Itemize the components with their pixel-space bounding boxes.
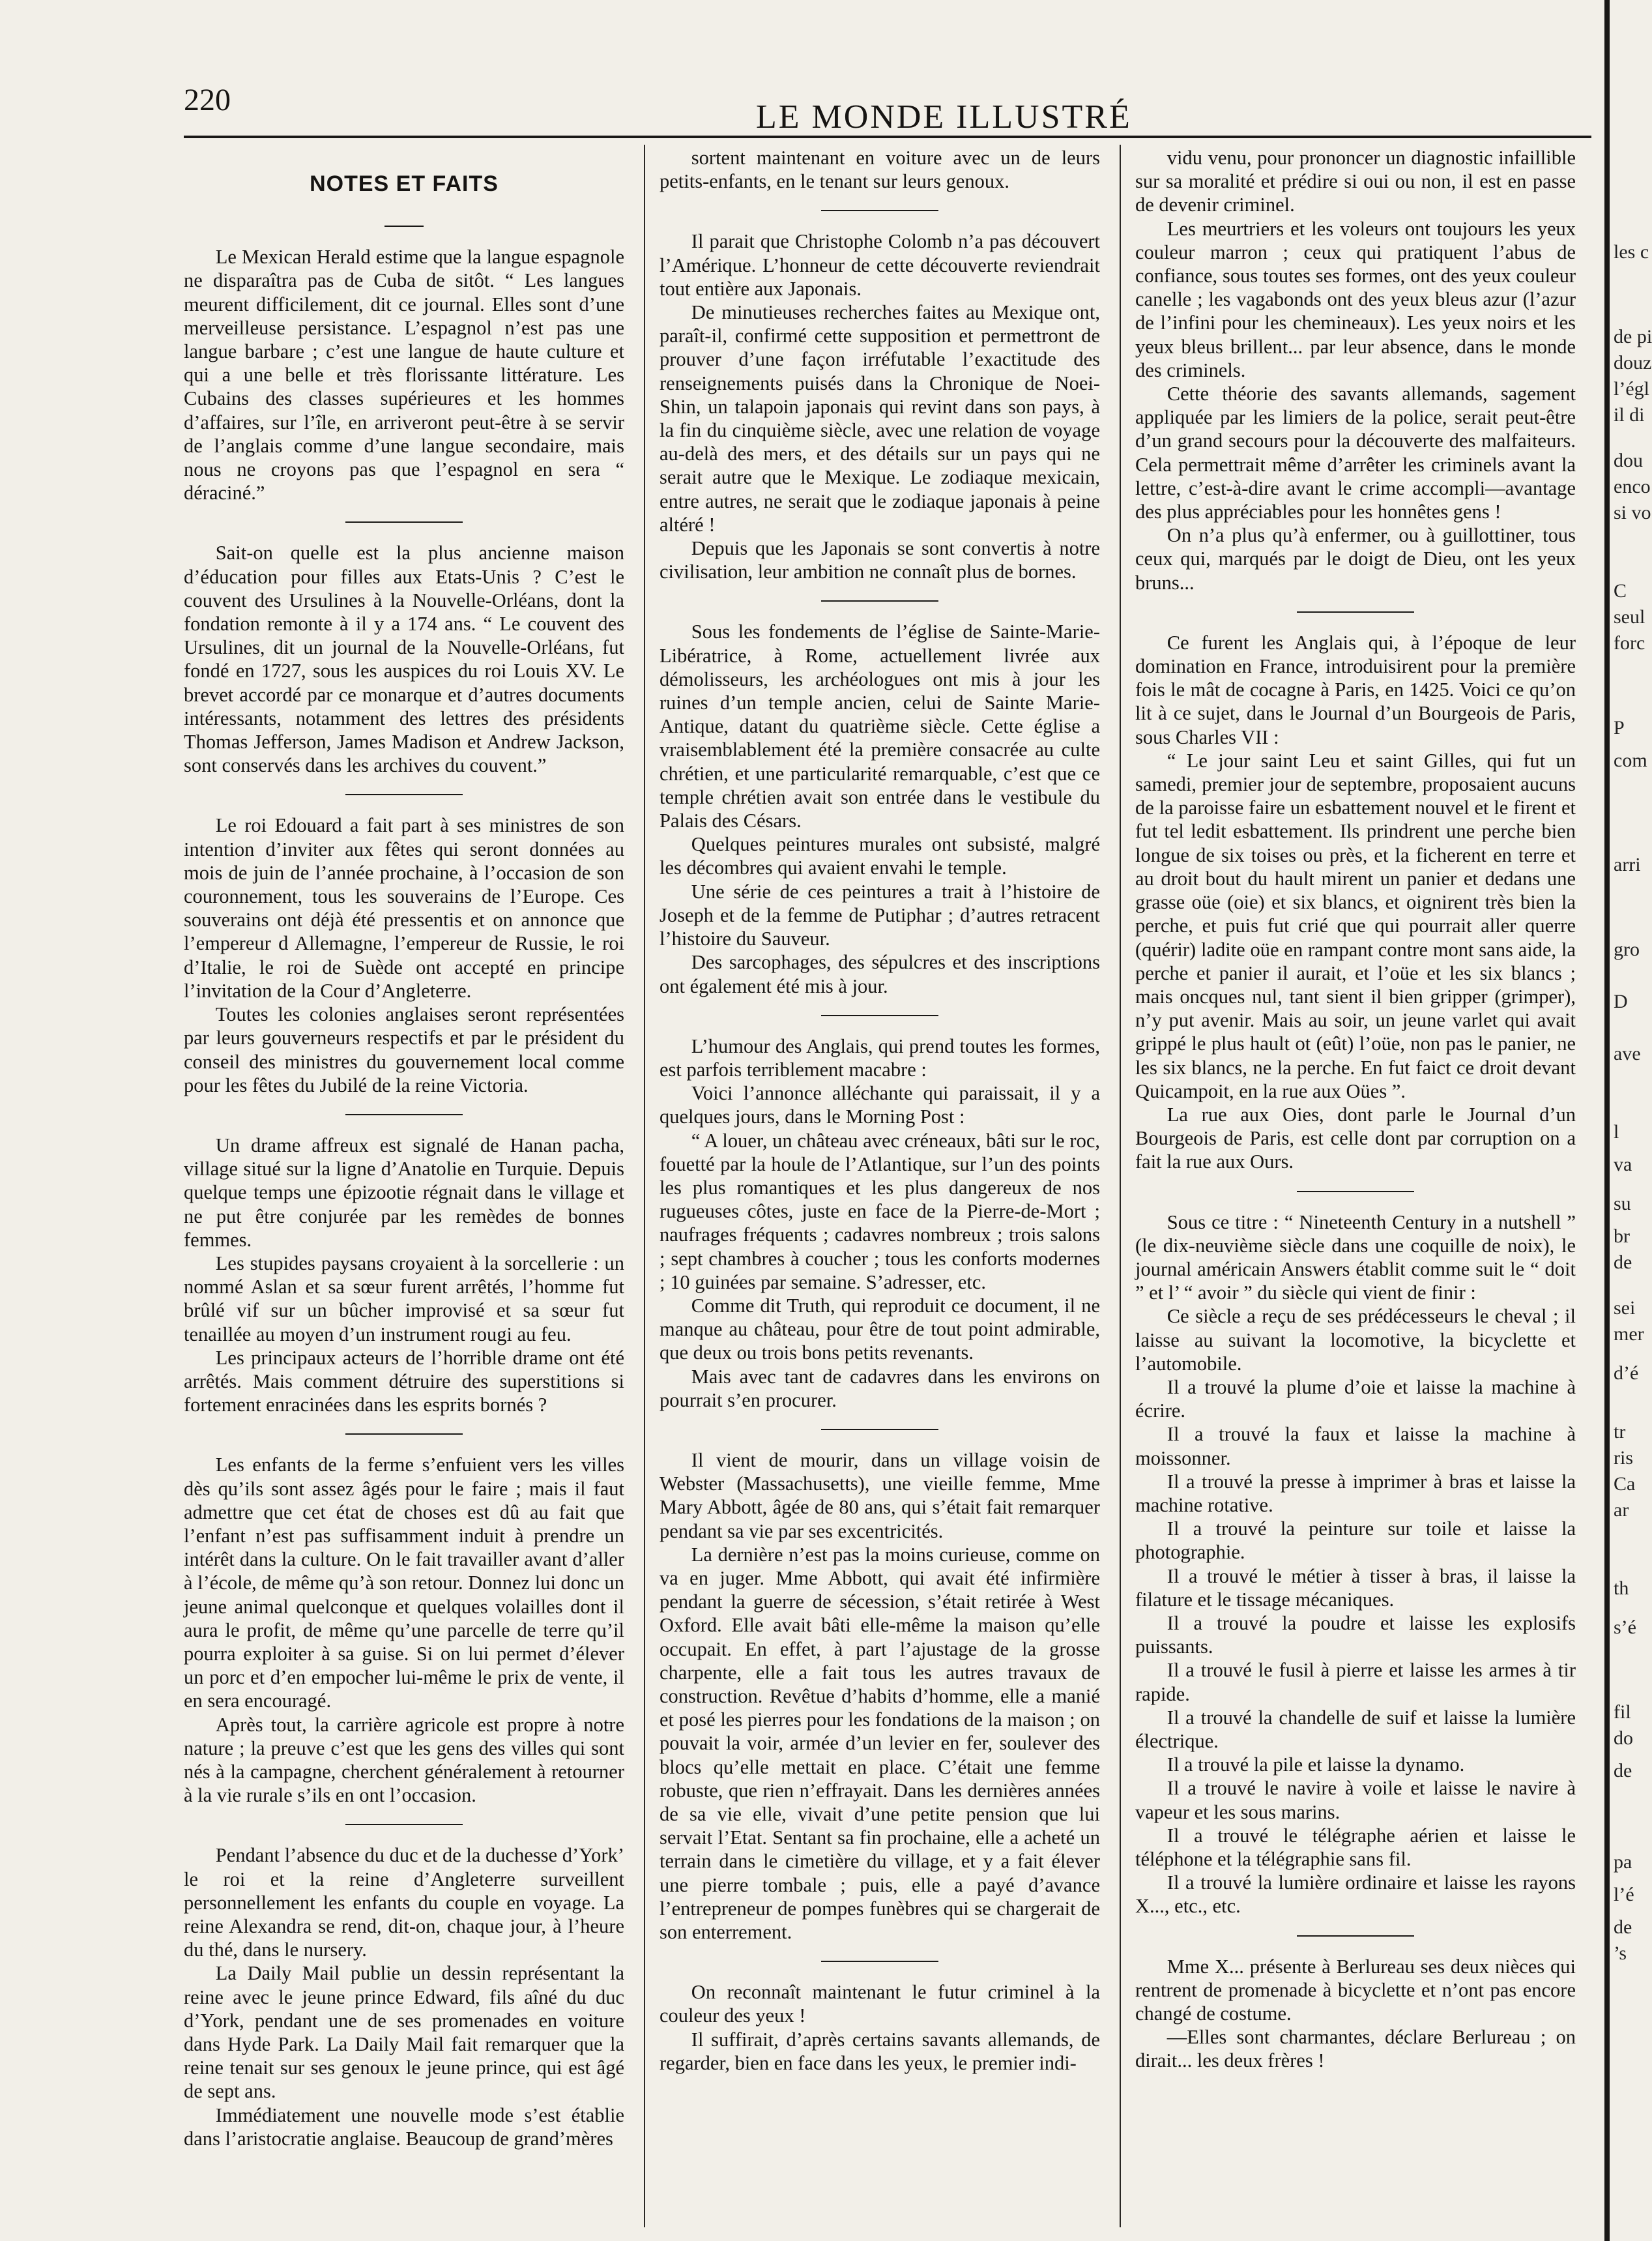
- article-paragraph: Des sarcophages, des sépulcres et des inscriptions ont également été mis à jour.: [659, 951, 1100, 997]
- section-heading: NOTES ET FAITS: [310, 171, 499, 196]
- binding-gutter: [1604, 0, 1610, 2241]
- article-paragraph: Cette théorie des savants allemands, sagement appliquée par les limiers de la police, serait peut-être d’un grand secours pour la découverte des malfaiteurs. Cela permettrait même d’arrêter les criminels avant la lettre, c’est-à-dire avant le crime accompli—avantage des plus appréciables pour les honnêtes gens !: [1135, 383, 1576, 523]
- bleed-text-fragment: enco: [1614, 476, 1651, 497]
- article-paragraph: La rue aux Oies, dont parle le Journal d’un Bourgeois de Paris, est celle dont par corruption on a fait la rue aux Ours.: [1135, 1103, 1576, 1173]
- column-1: [184, 146, 624, 2225]
- bleed-text-fragment: l’égl: [1614, 378, 1649, 400]
- bleed-text-fragment: si vo: [1614, 502, 1651, 523]
- bleed-text-fragment: il di: [1614, 404, 1645, 426]
- bleed-text-fragment: fil: [1614, 1701, 1631, 1723]
- article-paragraph: —Elles sont charmantes, déclare Berlureau ; on dirait... les deux frères !: [1135, 2026, 1576, 2072]
- article-paragraph: Mais avec tant de cadavres dans les environs on pourrait s’en procurer.: [659, 1365, 1100, 1411]
- article-paragraph: Depuis que les Japonais se sont convertis à notre civilisation, leur ambition ne connaît plus de bornes.: [659, 537, 1100, 583]
- bleed-text-fragment: ’s: [1614, 1942, 1627, 1964]
- item-separator: [345, 1114, 463, 1115]
- article-paragraph: Ce furent les Anglais qui, à l’époque de leur domination en France, introduisirent pour la première fois le mât de cocagne à Paris, en 1425. Voici ce qu’on lit à ce sujet, dans le Journal d’un Bourgeois de Paris, sous Charles VII :: [1135, 631, 1576, 748]
- bleed-text-fragment: D: [1614, 991, 1628, 1012]
- column-3: [1135, 146, 1576, 2225]
- column-divider: [1120, 145, 1121, 2227]
- article-paragraph: Il a trouvé la plume d’oie et laisse la machine à écrire.: [1135, 1375, 1576, 1422]
- item-separator: [821, 210, 938, 211]
- article-paragraph: La dernière n’est pas la moins curieuse, comme on va en juger. Mme Abbott, qui avait été infirmière pendant la guerre de sécession, s’était retirée à West Oxford. Elle avait bâti elle-même la maison qu’elle occupait. En effet, à part l’ajustage de la grosse charpente, elle a fait tous les autres travaux de construction. Revêtue d’habits d’homme, elle a manié et posé les pierres pour les fondations de la maison ; on pouvait la voir, armée d’un levier en fer, soulever des blocs qu’elle mettait en place. C’était une femme robuste, que rien n’effrayait. Dans les dernières années de sa vie elle, vivait d’une petite pension que lui servait l’Etat. Sentant sa fin prochaine, elle a acheté un terrain dans le cimetière du village, et y a fait élever une pierre tombale ; puis, elle a payé d’avance l’entrepreneur de pompes funèbres qui se chargerait de son enterrement.: [659, 1543, 1100, 1944]
- bleed-text-fragment: de: [1614, 1252, 1632, 1273]
- article-paragraph: L’humour des Anglais, qui prend toutes les formes, est parfois terriblement macabre :: [659, 1034, 1100, 1081]
- column-divider: [644, 145, 645, 2227]
- bleed-text-fragment: seul: [1614, 606, 1645, 628]
- item-separator: [345, 794, 463, 795]
- article-paragraph: Une série de ces peintures a trait à l’histoire de Joseph et de la femme de Putiphar ; d’autres retracent l’histoire du Sauveur.: [659, 880, 1100, 950]
- article-paragraph: Il suffirait, d’après certains savants allemands, de regarder, bien en face dans les yeux, le premier indi-: [659, 2028, 1100, 2074]
- bleed-text-fragment: s’é: [1614, 1617, 1636, 1638]
- item-separator: [345, 1824, 463, 1825]
- article-paragraph: Il a trouvé la lumière ordinaire et laisse les rayons X..., etc., etc.: [1135, 1871, 1576, 1918]
- header-rule: [184, 136, 1591, 138]
- article-paragraph: Immédiatement une nouvelle mode s’est établie dans l’aristocratie anglaise. Beaucoup de grand’mères: [184, 2103, 624, 2150]
- bleed-text-fragment: l’é: [1614, 1884, 1634, 1905]
- article-paragraph: Pendant l’absence du duc et de la duchesse d’York’ le roi et la reine d’Angleterre surveillent personnellement les enfants du couple en voyage. La reine Alexandra se rend, dit-on, chaque jour, à l’heure du thé, dans le nursery.: [184, 1844, 624, 1961]
- article-paragraph: Il a trouvé la peinture sur toile et laisse la photographie.: [1135, 1517, 1576, 1564]
- item-separator: [345, 1433, 463, 1435]
- bleed-text-fragment: l: [1614, 1121, 1619, 1143]
- article-paragraph: Toutes les colonies anglaises seront représentées par leurs gouverneurs respectifs et par le président du conseil des ministres du gouvernement local comme pour les fêtes du Jubilé de la reine Victoria.: [184, 1003, 624, 1096]
- bleed-text-fragment: de: [1614, 1760, 1632, 1781]
- article-paragraph: Il a trouvé la pile et laisse la dynamo.: [1167, 1753, 1465, 1776]
- article-paragraph: Il a trouvé la chandelle de suif et laisse la lumière électrique.: [1135, 1706, 1576, 1752]
- article-paragraph: On reconnaît maintenant le futur criminel à la couleur des yeux !: [659, 1981, 1100, 2027]
- bleed-text-fragment: gro: [1614, 939, 1640, 960]
- article-paragraph: “ Le jour saint Leu et saint Gilles, qui fut un samedi, premier jour de septembre, proposaient aucuns de la paroisse faire un esbattement nouvel et le firent et fut tel ledit esbattement. Ils prindrent une perche bien longue de six toises ou près, et la ficherent en terre et au droit bout du hault mirent un panier et dedans une grasse oüe (oie) et six blancs, et oignirent très bien la perche, et puis fut crié que qui pourrait aller querre (quérir) ladite oüe en rampant contre mont sans aide, la perche et panier il aurait, et l’oüe et les six blancs ; mais oncques nul, tant sient il bien gripper (grimper), n’y put avenir. Mais au soir, un jeune varlet qui avait grippé le plus hault ot (eût) l’oüe, non pas le panier, ne les six blancs, ne la perche. En fut faict ce droit devant Quicampoit, en la rue aux Oües ”.: [1135, 749, 1576, 1102]
- article-paragraph: Sous les fondements de l’église de Sainte-Marie-Libératrice, à Rome, actuellement livrée aux démolisseurs, les archéologues ont mis à jour les ruines d’un temple ancien, celui de Sainte Marie-Antique, datant du quatrième siècle. Cette église a vraisemblablement été la première consacrée au culte chrétien, et une particularité remarquable, c’est que ce temple chrétien avait son entrée dans le vestibule du Palais des Césars.: [659, 621, 1100, 832]
- article-paragraph: Il a trouvé le fusil à pierre et laisse les armes à tir rapide.: [1135, 1659, 1576, 1705]
- article-paragraph: Il vient de mourir, dans un village voisin de Webster (Massachusetts), une vieille femme, Mme Mary Abbott, âgée de 80 ans, qui s’était fait remarquer pendant sa vie par ses excentricités.: [659, 1448, 1100, 1542]
- bleed-text-fragment: pa: [1614, 1851, 1632, 1873]
- bleed-text-fragment: do: [1614, 1727, 1633, 1749]
- bleed-text-fragment: ar: [1614, 1499, 1629, 1521]
- article-paragraph: vidu venu, pour prononcer un diagnostic infaillible sur sa moralité et prédire si oui ou non, il est en passe de devenir criminel.: [1135, 147, 1576, 216]
- bleed-text-fragment: P: [1614, 717, 1625, 739]
- article-paragraph: sortent maintenant en voiture avec un de leurs petits-enfants, en le tenant sur leurs genoux.: [659, 147, 1100, 193]
- bleed-text-fragment: d’é: [1614, 1362, 1639, 1384]
- bleed-text-fragment: de: [1614, 1916, 1632, 1938]
- bleed-text-fragment: arri: [1614, 854, 1641, 875]
- article-paragraph: “ A louer, un château avec créneaux, bâti sur le roc, fouetté par la houle de l’Atlantique, sur l’un des points les plus romantiques et les plus dangereux de nos rugueuses côtes, juste en face de la Pierre-de-Mort ; naufrages fréquents ; cadavres nombreux ; trois salons ; sept chambres à coucher ; tous les conforts modernes ; 10 guinées par semaine. S’adresser, etc.: [659, 1129, 1100, 1293]
- heading-rule: [384, 226, 424, 227]
- bleed-text-fragment: va: [1614, 1154, 1632, 1175]
- article-paragraph: On n’a plus qu’à enfermer, ou à guillottiner, tous ceux qui, marqués par le doigt de Dieu, ont les yeux bruns...: [1135, 524, 1576, 594]
- article-paragraph: La Daily Mail publie un dessin représentant la reine avec le jeune prince Edward, fils aîné du duc d’York, pendant une de ses promenades en voiture dans Hyde Park. La Daily Mail fait remarquer que la reine tenait sur ses genoux le jeune prince, qui est âgé de sept ans.: [184, 1962, 624, 2103]
- bleed-text-fragment: C: [1614, 580, 1627, 602]
- article-paragraph: Il a trouvé la presse à imprimer à bras et laisse la machine rotative.: [1135, 1470, 1576, 1516]
- bleed-text-fragment: br: [1614, 1225, 1630, 1247]
- article-paragraph: Le roi Edouard a fait part à ses ministres de son intention d’inviter aux fêtes qui seront données au mois de juin de l’année prochaine, à l’occasion de son couronnement, tous les souverains de l’Europe. Ces souverains ont déjà été pressentis et on annonce que l’empereur d Allemagne, l’empereur de Russie, le roi d’Italie, le roi de Suède ont accepté en principe l’invitation de la Cour d’Angleterre.: [184, 814, 624, 1002]
- article-paragraph: De minutieuses recherches faites au Mexique ont, paraît-il, confirmé cette supposition et permettront de prouver d’une façon irréfutable l’exactitude des renseignements puisés dans la Chronique de Noei-Shin, un talapoin japonais qui revint dans son pays, à la fin du cinquième siècle, avec une relation de voyage au-delà des mers, et des détails sur un pays qui ne serait autre que le Mexique. Le zodiaque mexicain, entre autres, ne serait que le zodiaque japonais à peine altéré !: [659, 301, 1100, 536]
- bleed-text-fragment: Ca: [1614, 1473, 1636, 1495]
- item-separator: [1297, 1191, 1414, 1192]
- bleed-text-fragment: ris: [1614, 1447, 1633, 1469]
- item-separator: [821, 1429, 938, 1430]
- article-paragraph: Après tout, la carrière agricole est propre à notre nature ; la preuve c’est que les gens des villes qui sont nés à la campagne, cherchent généralement à retourner à la vie rurale s’ils en ont l’occasion.: [184, 1713, 624, 1807]
- bleed-text-fragment: les c: [1614, 241, 1649, 263]
- bleed-text-fragment: th: [1614, 1577, 1629, 1599]
- bleed-text-fragment: com: [1614, 750, 1647, 771]
- bleed-text-fragment: tr: [1614, 1421, 1626, 1443]
- article-paragraph: Sous ce titre : “ Nineteenth Century in a nutshell ” (le dix-neuvième siècle dans une coquille de noix), le journal américain Answers établit comme suit le “ doit ” et l’ “ avoir ” du siècle qui vient de finir :: [1135, 1210, 1576, 1304]
- bleed-text-fragment: forc: [1614, 632, 1645, 654]
- article-paragraph: Il a trouvé le métier à tisser à bras, il laisse la filature et le tissage mécaniques.: [1135, 1564, 1576, 1611]
- article-paragraph: Ce siècle a reçu de ses prédécesseurs le cheval ; il laisse au suivant la locomotive, la bicyclette et l’automobile.: [1135, 1305, 1576, 1375]
- item-separator: [1297, 1935, 1414, 1937]
- item-separator: [1297, 611, 1414, 613]
- article-paragraph: Il a trouvé le navire à voile et laisse le navire à vapeur et les sous marins.: [1135, 1777, 1576, 1823]
- article-paragraph: Mme X... présente à Berlureau ses deux nièces qui rentrent de promenade à bicyclette et n’ont pas encore changé de costume.: [1135, 1955, 1576, 2025]
- article-paragraph: Il a trouvé la poudre et laisse les explosifs puissants.: [1135, 1611, 1576, 1658]
- article-paragraph: Les enfants de la ferme s’enfuient vers les villes dès qu’ils sont assez âgés pour le faire ; mais il faut admettre que cet état de choses est dû au fait que l’enfant n’est pas suffisamment induit à prendre un intérêt dans la culture. On le fait travailler avant d’aller à l’école, de même qu’à son retour. Donnez lui donc un jeune animal quelconque et quelques volailles dont il aura le profit, de même qu’une parcelle de terre qu’il pourra exploiter à sa guise. Si on lui permet d’élever un porc et d’en empocher lui-même le prix de vente, il en sera encouragé.: [184, 1454, 624, 1712]
- bleed-text-fragment: su: [1614, 1193, 1631, 1214]
- article-paragraph: Il a trouvé la faux et laisse la machine à moissonner.: [1135, 1423, 1576, 1469]
- article-paragraph: Le Mexican Herald estime que la langue espagnole ne disparaîtra pas de Cuba de sitôt. “ Les langues meurent difficilement, dit ce journal. Elles sont d’une merveilleuse persistance. L’espagnol n’est pas une langue barbare ; c’est une langue de haute culture et qui a une belle et très florissante littérature. Les Cubains des classes supérieures et les hommes d’affaires, sur l’île, en arriveront peut-être à se servir de l’anglais comme d’une langue secondaire, mais nous ne croyons pas que l’espagnol en sera “ déraciné.”: [184, 246, 624, 505]
- item-separator: [345, 521, 463, 523]
- bleed-text-fragment: sei: [1614, 1297, 1636, 1319]
- article-paragraph: Il a trouvé le télégraphe aérien et laisse le téléphone et la télégraphie sans fil.: [1135, 1824, 1576, 1871]
- page-number: 220: [184, 83, 231, 117]
- publication-title: LE MONDE ILLUSTRÉ: [756, 98, 1132, 136]
- bleed-text-fragment: de pi: [1614, 326, 1652, 347]
- facing-page-bleed: [1610, 0, 1652, 2241]
- bleed-text-fragment: ave: [1614, 1043, 1641, 1064]
- bleed-text-fragment: douz: [1614, 352, 1652, 374]
- article-paragraph: Voici l’annonce alléchante qui paraissait, il y a quelques jours, dans le Morning Post :: [659, 1082, 1100, 1128]
- item-separator: [821, 1015, 938, 1016]
- article-paragraph: Les principaux acteurs de l’horrible drame ont été arrêtés. Mais comment détruire des superstitions si fortement enracinées dans les esprits bornés ?: [184, 1346, 624, 1416]
- item-separator: [821, 1961, 938, 1962]
- column-2: [659, 146, 1100, 2225]
- item-separator: [821, 600, 938, 602]
- bleed-text-fragment: mer: [1614, 1323, 1644, 1345]
- article-paragraph: Comme dit Truth, qui reproduit ce document, il ne manque au château, pour être de tout point admirable, que deux ou trois bons petits revenants.: [659, 1294, 1100, 1364]
- article-paragraph: Quelques peintures murales ont subsisté, malgré les décombres qui avaient envahi le temple.: [659, 833, 1100, 879]
- article-paragraph: Les meurtriers et les voleurs ont toujours les yeux couleur marron ; ceux qui pratiquent l’abus de confiance, sous toutes ses formes, ont des yeux couleur canelle ; les vagabonds ont des yeux bleus azur (l’azur de l’infini pour les chemineaux). Les yeux noirs et les yeux bleus brillent... par leur absence, dans le monde des criminels.: [1135, 217, 1576, 381]
- article-paragraph: Un drame affreux est signalé de Hanan pacha, village situé sur la ligne d’Anatolie en Turquie. Depuis quelque temps une épizootie régnait dans le village et ne put être conjurée par les remèdes de bonnes femmes.: [184, 1134, 624, 1251]
- bleed-text-fragment: dou: [1614, 450, 1643, 471]
- article-paragraph: Il parait que Christophe Colomb n’a pas découvert l’Amérique. L’honneur de cette découverte reviendrait tout entière aux Japonais.: [659, 230, 1100, 300]
- article-paragraph: Les stupides paysans croyaient à la sorcellerie : un nommé Aslan et sa sœur furent arrêtés, l’homme fut brûlé vif sur un bûcher improvisé et sa sœur fut tenaillée au moyen d’un instrument rougi au feu.: [184, 1252, 624, 1345]
- article-paragraph: Sait-on quelle est la plus ancienne maison d’éducation pour filles aux Etats-Unis ? C’est le couvent des Ursulines à la Nouvelle-Orléans, dont la fondation remonte à il y a 174 ans. “ Le couvent des Ursulines, dit un journal de la Nouvelle-Orléans, fut fondé en 1727, sous les auspices du roi Louis XV. Le brevet accordé par ce monarque et d’autres documents intéressants, notamment des lettres des présidents Thomas Jefferson, James Madison et Andrew Jackson, sont conservés dans les archives du couvent.”: [184, 542, 624, 777]
